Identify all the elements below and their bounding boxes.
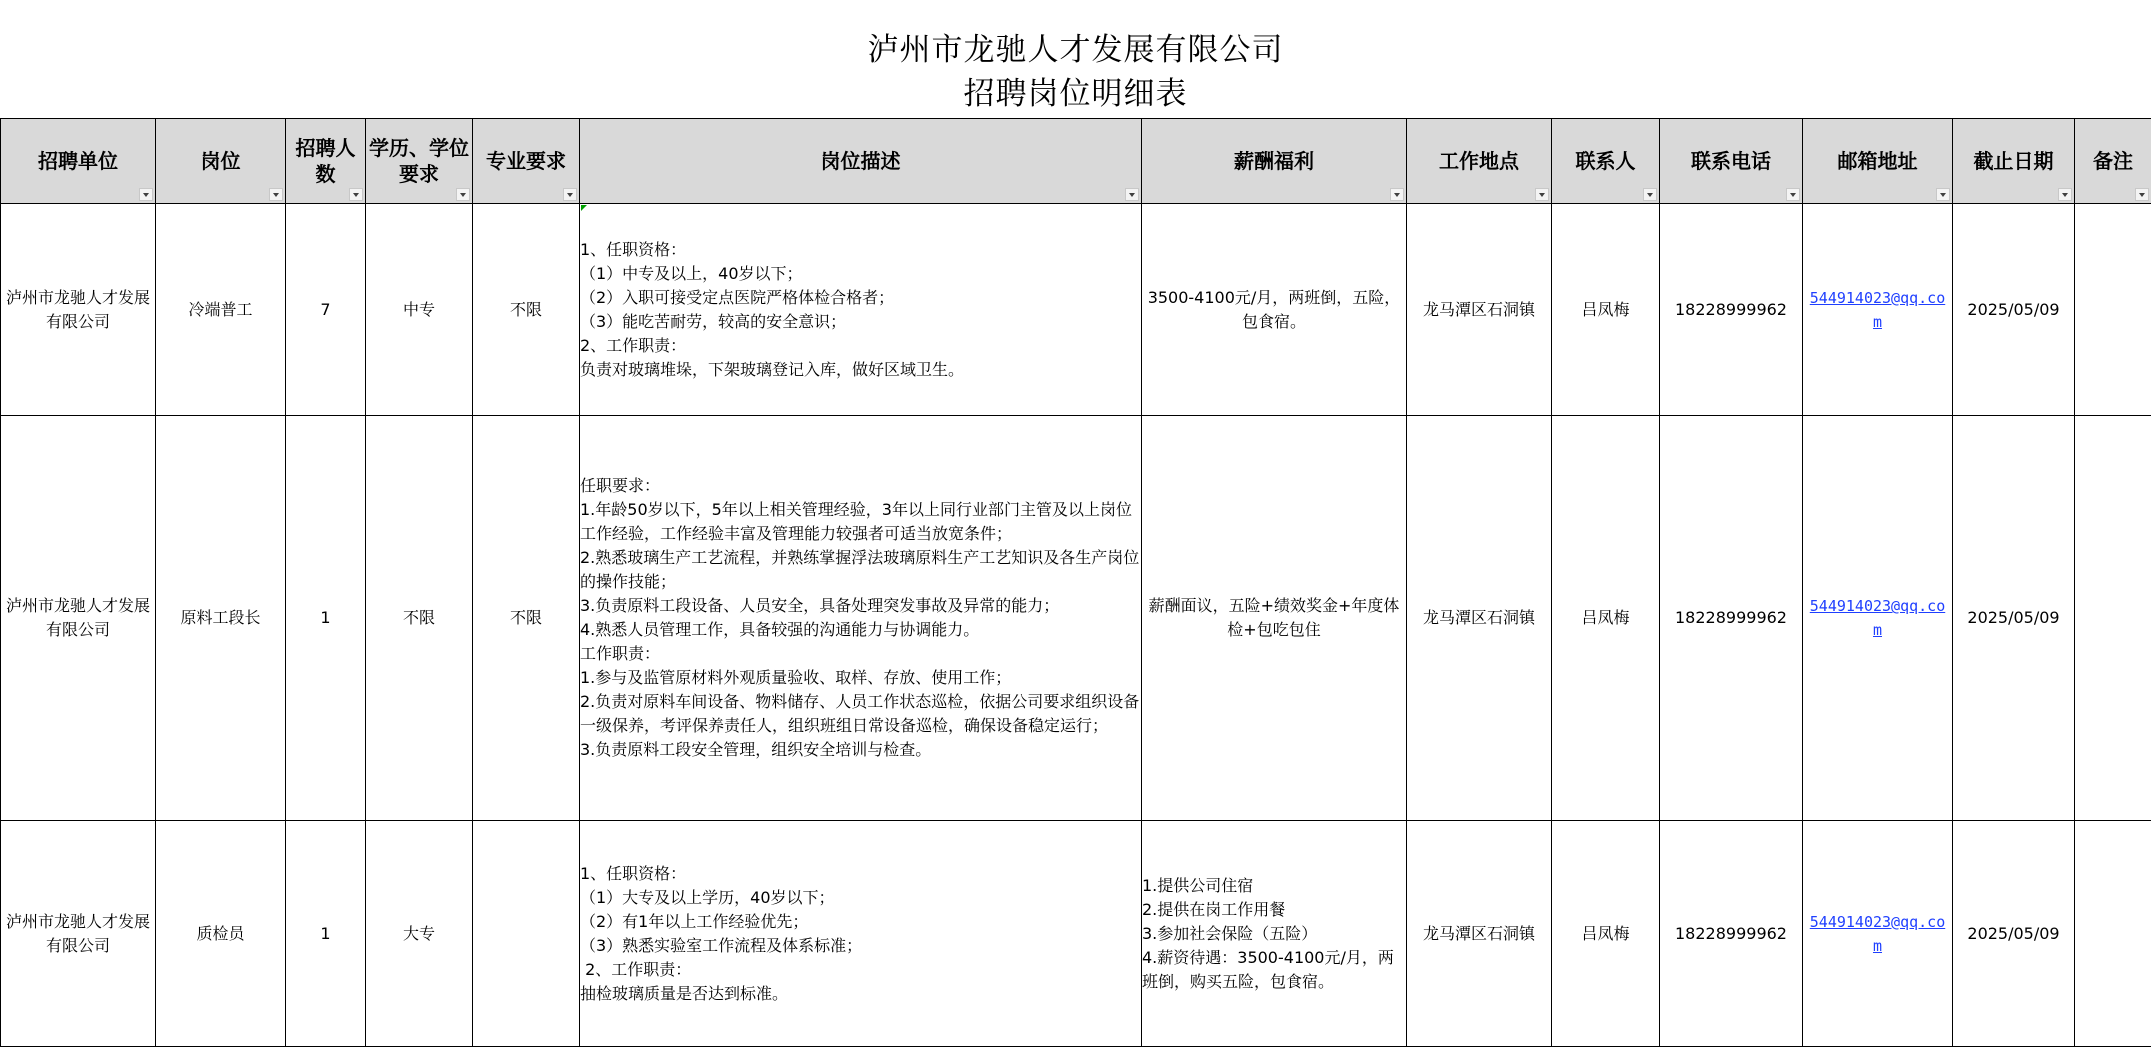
recruitment-table bbox=[0, 118, 2151, 1047]
cell-education[interactable]: 大专 bbox=[366, 821, 473, 1047]
cell-remarks[interactable] bbox=[2075, 416, 2151, 821]
cell-location[interactable]: 龙马潭区石洞镇 bbox=[1407, 821, 1552, 1047]
cell-count[interactable]: 7 bbox=[286, 204, 366, 416]
cell-email[interactable] bbox=[1803, 204, 1953, 416]
header-email[interactable]: 邮箱地址 bbox=[1803, 119, 1953, 204]
filter-dropdown-icon[interactable] bbox=[1125, 188, 1139, 201]
email-link[interactable]: 544914023@qq.com bbox=[1809, 288, 1946, 331]
comment-indicator-icon bbox=[581, 205, 587, 211]
filter-dropdown-icon[interactable] bbox=[1535, 188, 1549, 201]
cell-remarks[interactable] bbox=[2075, 821, 2151, 1047]
filter-dropdown-icon[interactable] bbox=[1936, 188, 1950, 201]
filter-dropdown-icon[interactable] bbox=[2135, 188, 2149, 201]
cell-contact[interactable]: 吕凤梅 bbox=[1552, 204, 1660, 416]
header-remarks[interactable]: 备注 bbox=[2075, 119, 2151, 204]
header-deadline[interactable]: 截止日期 bbox=[1953, 119, 2075, 204]
cell-deadline[interactable]: 2025/05/09 bbox=[1953, 416, 2075, 821]
cell-contact[interactable]: 吕凤梅 bbox=[1552, 416, 1660, 821]
cell-deadline[interactable]: 2025/05/09 bbox=[1953, 204, 2075, 416]
cell-major[interactable]: 不限 bbox=[473, 416, 580, 821]
cell-count[interactable]: 1 bbox=[286, 821, 366, 1047]
table-title: 招聘岗位明细表 bbox=[963, 76, 1188, 112]
cell-education[interactable]: 中专 bbox=[366, 204, 473, 416]
header-count[interactable]: 招聘人数 bbox=[286, 119, 366, 204]
cell-phone[interactable]: 18228999962 bbox=[1660, 416, 1803, 821]
header-contact[interactable]: 联系人 bbox=[1552, 119, 1660, 204]
filter-dropdown-icon[interactable] bbox=[1390, 188, 1404, 201]
table-row bbox=[1, 416, 2151, 821]
cell-education[interactable]: 不限 bbox=[366, 416, 473, 821]
cell-deadline[interactable]: 2025/05/09 bbox=[1953, 821, 2075, 1047]
filter-dropdown-icon[interactable] bbox=[2058, 188, 2072, 201]
header-row bbox=[1, 119, 2151, 204]
header-education[interactable]: 学历、学位要求 bbox=[366, 119, 473, 204]
cell-contact[interactable]: 吕凤梅 bbox=[1552, 821, 1660, 1047]
cell-position[interactable]: 冷端普工 bbox=[156, 204, 286, 416]
cell-position[interactable]: 质检员 bbox=[156, 821, 286, 1047]
cell-benefits[interactable]: 1.提供公司住宿 2.提供在岗工作用餐 3.参加社会保险（五险） 4.薪资待遇：3500-4100元/月，两班倒，购买五险，包食宿。 bbox=[1142, 821, 1407, 1047]
filter-dropdown-icon[interactable] bbox=[349, 188, 363, 201]
cell-benefits[interactable]: 薪酬面议，五险+绩效奖金+年度体检+包吃包住 bbox=[1142, 416, 1407, 821]
cell-position[interactable]: 原料工段长 bbox=[156, 416, 286, 821]
header-position[interactable]: 岗位 bbox=[156, 119, 286, 204]
cell-remarks[interactable] bbox=[2075, 204, 2151, 416]
filter-dropdown-icon[interactable] bbox=[563, 188, 577, 201]
header-major[interactable]: 专业要求 bbox=[473, 119, 580, 204]
filter-dropdown-icon[interactable] bbox=[269, 188, 283, 201]
sheet-title bbox=[0, 0, 2151, 118]
cell-phone[interactable]: 18228999962 bbox=[1660, 204, 1803, 416]
email-link[interactable]: 544914023@qq.com bbox=[1809, 912, 1946, 955]
filter-dropdown-icon[interactable] bbox=[139, 188, 153, 201]
cell-unit[interactable]: 泸州市龙驰人才发展有限公司 bbox=[1, 204, 156, 416]
filter-dropdown-icon[interactable] bbox=[1643, 188, 1657, 201]
cell-location[interactable]: 龙马潭区石洞镇 bbox=[1407, 416, 1552, 821]
cell-description[interactable]: 1、任职资格： （1）大专及以上学历，40岁以下； （2）有1年以上工作经验优先； （3）熟悉实验室工作流程及体系标准； 2、工作职责： 抽检玻璃质量是否达到标准。 bbox=[580, 821, 1142, 1047]
cell-unit[interactable]: 泸州市龙驰人才发展有限公司 bbox=[1, 416, 156, 821]
cell-email[interactable] bbox=[1803, 416, 1953, 821]
cell-benefits[interactable]: 3500-4100元/月，两班倒，五险，包食宿。 bbox=[1142, 204, 1407, 416]
filter-dropdown-icon[interactable] bbox=[1786, 188, 1800, 201]
header-unit[interactable]: 招聘单位 bbox=[1, 119, 156, 204]
cell-major[interactable] bbox=[473, 821, 580, 1047]
cell-email[interactable] bbox=[1803, 821, 1953, 1047]
table-row bbox=[1, 204, 2151, 416]
header-phone[interactable]: 联系电话 bbox=[1660, 119, 1803, 204]
filter-dropdown-icon[interactable] bbox=[456, 188, 470, 201]
header-location[interactable]: 工作地点 bbox=[1407, 119, 1552, 204]
company-title: 泸州市龙驰人才发展有限公司 bbox=[867, 32, 1284, 68]
header-benefits[interactable]: 薪酬福利 bbox=[1142, 119, 1407, 204]
header-description[interactable]: 岗位描述 bbox=[580, 119, 1142, 204]
cell-count[interactable]: 1 bbox=[286, 416, 366, 821]
email-link[interactable]: 544914023@qq.com bbox=[1809, 597, 1946, 639]
cell-unit[interactable]: 泸州市龙驰人才发展有限公司 bbox=[1, 821, 156, 1047]
cell-major[interactable]: 不限 bbox=[473, 204, 580, 416]
cell-description[interactable]: 任职要求： 1.年龄50岁以下，5年以上相关管理经验，3年以上同行业部门主管及以上岗位工作经验，工作经验丰富及管理能力较强者可适当放宽条件； 2.熟悉玻璃生产工艺流程，并熟练掌握浮法玻璃原料生产工艺知识及各生产岗位的操作技能； 3.负责原料工段设备、人员安全，具备处理突发事故及异常的能力； 4.熟悉人员管理工作，具备较强的沟通能力与协调能力。 工作职责： 1.参与及监管原材料外观质量验收、取样、存放、使用工作； 2.负责对原料车间设备、物料储存、人员工作状态巡检，依据公司要求组织设备一级保养，考评保养责任人，组织班组日常设备巡检，确保设备稳定运行； 3.负责原料工段安全管理，组织安全培训与检查。 bbox=[580, 416, 1142, 821]
cell-description[interactable]: 1、任职资格： （1）中专及以上，40岁以下； （2）入职可接受定点医院严格体检合格者； （3）能吃苦耐劳，较高的安全意识； 2、工作职责： 负责对玻璃堆垛，下架玻璃登记入库，做好区域卫生。 bbox=[580, 204, 1142, 416]
cell-phone[interactable]: 18228999962 bbox=[1660, 821, 1803, 1047]
table-row bbox=[1, 821, 2151, 1047]
cell-location[interactable]: 龙马潭区石洞镇 bbox=[1407, 204, 1552, 416]
